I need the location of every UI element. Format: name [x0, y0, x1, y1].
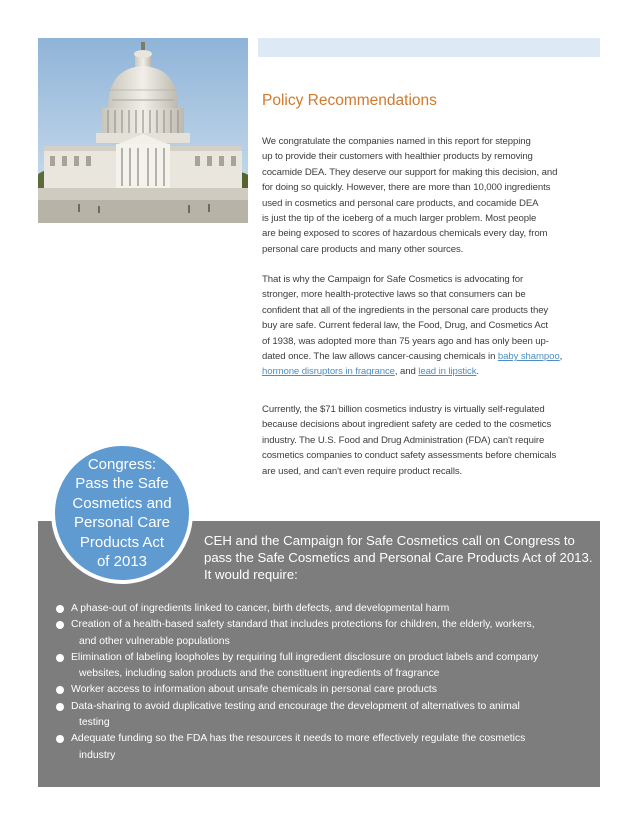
paragraph-intro [262, 134, 584, 257]
text-line: industry. The U.S. Food and Drug Administration (FDA) can't require [262, 434, 545, 446]
text-line: is just the tip of the iceberg of a much larger problem. Most people [262, 213, 537, 225]
text-fragment: , [559, 351, 563, 363]
item-text: Data-sharing to avoid duplicative testing and encourage the development of alternatives to animal [71, 700, 520, 712]
text-line: Currently, the $71 billion cosmetics industry is virtually self-regulated [262, 404, 545, 415]
text-line: cocamide DEA. They deserve our support for making this decision, and [262, 166, 558, 178]
text-line-with-link [262, 349, 584, 364]
text-line-with-links [262, 364, 584, 379]
list-item [56, 682, 584, 698]
text-line: stronger, more health-protective laws so that consumers can be [262, 289, 526, 301]
call-line: It would require: [204, 567, 298, 582]
list-item [56, 617, 584, 650]
capitol-building-photo [38, 38, 248, 223]
lead-in-lipstick-link[interactable]: lead in lipstick [418, 366, 477, 378]
paragraph-regulation [262, 402, 584, 479]
congress-callout-circle [51, 442, 193, 584]
bullet-icon [56, 621, 64, 629]
item-text: Worker access to information about unsafe chemicals in personal care products [71, 684, 437, 696]
call-line: CEH and the Campaign for Safe Cosmetics call on Congress to [204, 533, 575, 548]
requirements-list [56, 601, 584, 764]
text-fragment: , and [394, 366, 419, 378]
top-color-band [258, 38, 600, 57]
text-line: personal care products and many other sources. [262, 243, 464, 255]
item-text: A phase-out of ingredients linked to cancer, birth defects, and developmental harm [71, 603, 450, 614]
text-line: That is why the Campaign for Safe Cosmetics is advocating for [262, 274, 524, 285]
text-line: of 1938, was adopted more than 75 years ago and has only been up- [262, 335, 549, 347]
call-line: pass the Safe Cosmetics and Personal Care Products Act of 2013. [204, 550, 593, 565]
list-item [56, 731, 584, 764]
item-text: Adequate funding so the FDA has the resources it needs to more effectively regulate the cosmetics [71, 733, 526, 745]
item-text: Elimination of labeling loopholes by requiring full ingredient disclosure on product labels and company [71, 651, 539, 663]
bullet-icon [56, 605, 64, 613]
list-item [56, 699, 584, 732]
baby-shampoo-link[interactable]: baby shampoo [497, 351, 560, 363]
paragraph-advocacy [262, 272, 584, 380]
item-text-continued: and other vulnerable populations [79, 635, 230, 647]
item-text: Creation of a health-based safety standard that includes protections for children, the elderly, workers, [71, 619, 535, 631]
text-line: are used, and can't even require product recalls. [262, 465, 463, 477]
text-fragment: . [476, 366, 479, 378]
item-text-continued: websites, including salon products and the constituent ingredients of fragrance [79, 668, 440, 680]
text-line: for doing so quickly. However, there are more than 10,000 ingredients [262, 182, 551, 194]
list-item [56, 650, 584, 683]
callout-text: Congress: Pass the Safe Cosmetics and Personal Care Products Act of 2013 [72, 455, 172, 570]
text-line: are being exposed to scores of hazardous chemicals every day, from [262, 228, 548, 240]
call-to-congress [204, 532, 594, 583]
capitol-illustration [38, 38, 248, 223]
text-line: cosmetics companies to conduct safety assessments before chemicals [262, 450, 557, 462]
text-line: confident that all of the ingredients in the personal care products they [262, 304, 549, 316]
text-line: because decisions about ingredient safety are ceded to the cosmetics [262, 419, 552, 431]
text-line: buy are safe. Current federal law, the Food, Drug, and Cosmetics Act [262, 320, 548, 332]
policy-heading: Policy Recommendations [262, 92, 437, 109]
bullet-icon [56, 686, 64, 694]
bullet-icon [56, 654, 64, 662]
item-text-continued: industry [79, 749, 116, 761]
hormone-disruptors-link[interactable]: hormone disruptors in fragrance [262, 366, 395, 378]
text-line: up to provide their customers with healthier products by removing [262, 151, 533, 163]
list-item [56, 601, 584, 617]
text-line: We congratulate the companies named in this report for stepping [262, 136, 531, 147]
item-text-continued: testing [79, 717, 110, 729]
bullet-icon [56, 703, 64, 711]
text-line: used in cosmetics and personal care products, and cocamide DEA [262, 197, 539, 209]
bullet-icon [56, 735, 64, 743]
text-fragment: dated once. The law allows cancer-causing chemicals in [262, 351, 498, 363]
